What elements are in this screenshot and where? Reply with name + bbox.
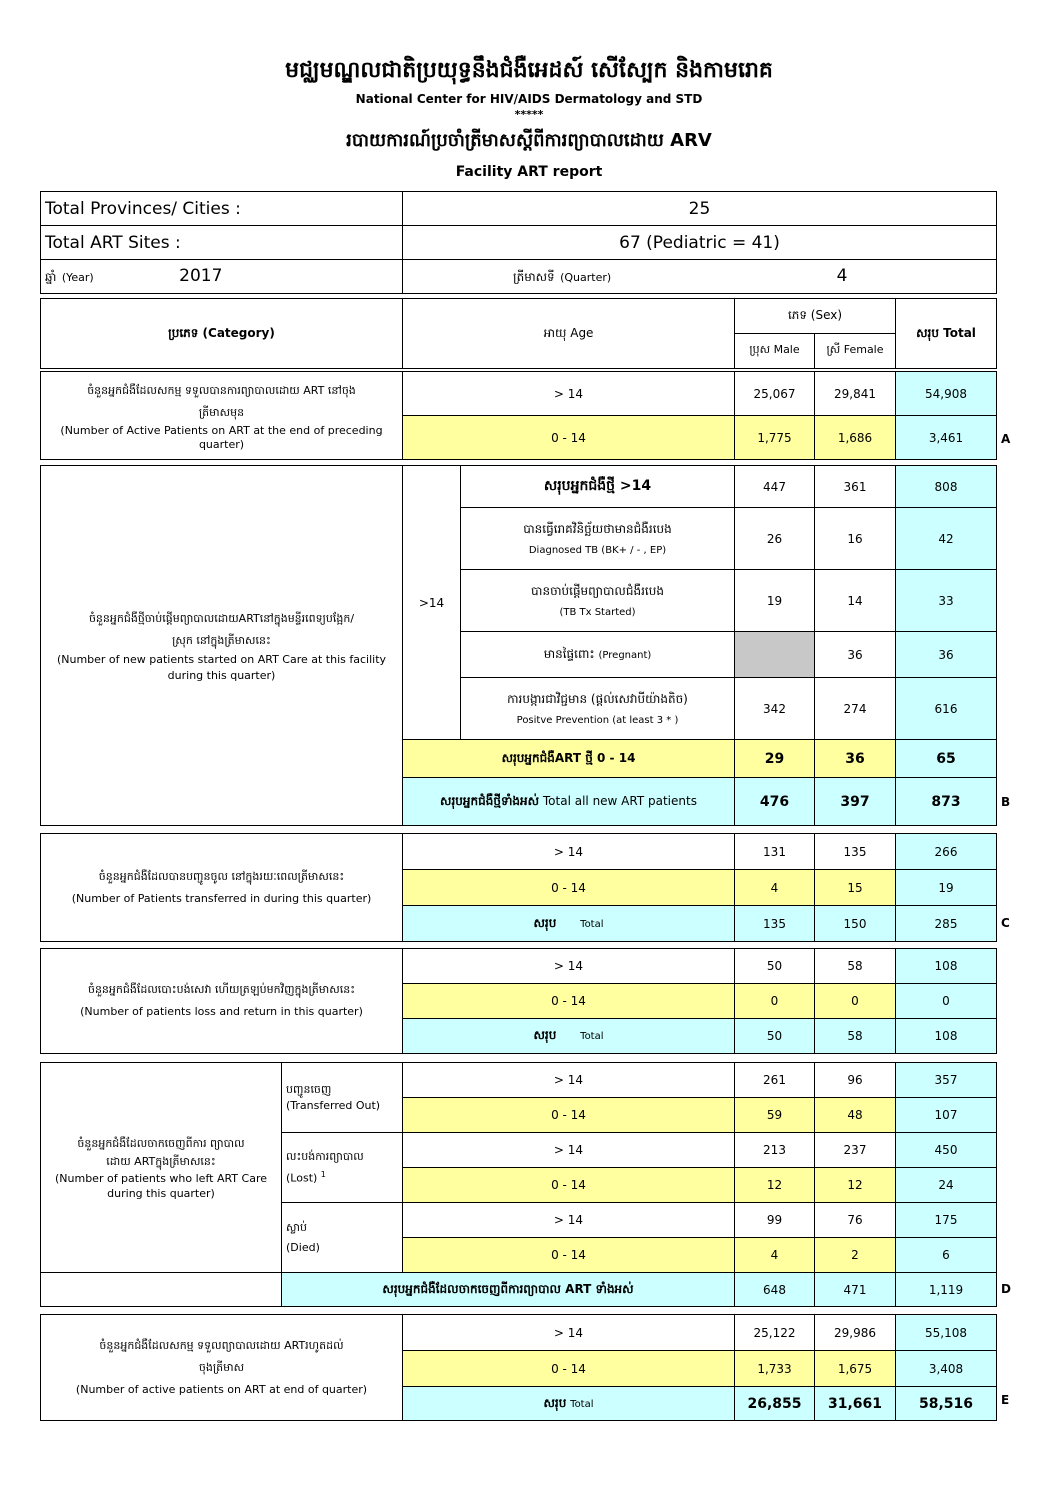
section-e-sum-label xyxy=(403,1387,735,1421)
section-lr-sum-kh: សរុប xyxy=(533,1028,557,1042)
section-b-row-4-male xyxy=(735,632,815,678)
section-b-row-3-male: 19 xyxy=(735,570,815,632)
section-b-row-2-label xyxy=(461,508,735,570)
provinces-value: 25 xyxy=(403,192,997,226)
section-b-letter: B xyxy=(1001,795,1011,809)
section-d-letter: D xyxy=(1001,1282,1011,1296)
section-e-female-1: 29,986 xyxy=(815,1315,896,1351)
section-d-g1-total-1: 357 xyxy=(896,1063,997,1098)
section-a-label-kh2: ត្រីមាសមុន xyxy=(198,405,245,419)
section-c-sum-kh: សរុប xyxy=(533,915,557,930)
section-b-row-4-sub: (Pregnant) xyxy=(598,649,652,661)
section-d-g3-age-1: > 14 xyxy=(403,1203,735,1238)
section-e-age-2: 0 - 14 xyxy=(403,1351,735,1387)
section-lr-table xyxy=(40,948,997,1054)
section-d-group-2-sup: 1 xyxy=(320,1170,326,1180)
section-c-total-2: 19 xyxy=(896,870,997,906)
section-lr-male-1: 50 xyxy=(735,949,815,984)
col-female: ស្រី Female xyxy=(815,334,896,369)
section-c-sum-female: 150 xyxy=(815,906,896,942)
section-a-total-2: 3,461 xyxy=(896,416,997,460)
quarter-label-en: (Quarter) xyxy=(560,271,612,284)
section-e-sum-total: 58,516 xyxy=(896,1387,997,1421)
report-title-en: Facility ART report xyxy=(455,164,603,180)
section-a-age-2: 0 - 14 xyxy=(403,416,735,460)
section-a-label-en: (Number of Active Patients on ART at the end of preceding quarter) xyxy=(60,423,383,451)
section-a-label xyxy=(41,372,403,460)
section-lr-total-1: 108 xyxy=(896,949,997,984)
section-d-table xyxy=(40,1062,997,1307)
section-c-male-2: 4 xyxy=(735,870,815,906)
col-category: ប្រភេទ (Category) xyxy=(41,299,403,369)
section-b-all-total: 873 xyxy=(896,778,997,826)
section-a-female-1: 29,841 xyxy=(815,372,896,416)
quarter-cell xyxy=(403,260,997,294)
quarter-label-kh: ត្រីមាសទី xyxy=(513,270,555,284)
section-b-label xyxy=(41,466,403,826)
section-b-all-label xyxy=(403,778,735,826)
section-b-row-1-total: 808 xyxy=(896,466,997,508)
section-d-g1-male-2: 59 xyxy=(735,1098,815,1133)
section-b-peds-male: 29 xyxy=(735,740,815,778)
year-label-en: (Year) xyxy=(61,271,94,284)
section-b-row-2-female: 16 xyxy=(815,508,896,570)
section-d-group-3-en: (Died) xyxy=(286,1241,320,1254)
section-e-sum-en: Total xyxy=(570,1398,594,1410)
section-e-sum-male: 26,855 xyxy=(735,1387,815,1421)
quarter-value: 4 xyxy=(836,266,848,286)
section-c-male-1: 131 xyxy=(735,834,815,870)
section-d-sum-male: 648 xyxy=(735,1273,815,1307)
section-lr-sum-female: 58 xyxy=(815,1019,896,1054)
info-table xyxy=(40,191,997,294)
section-d-group-3-kh: ស្លាប់ xyxy=(286,1221,307,1234)
section-d-g3-female-2: 2 xyxy=(815,1238,896,1273)
column-header-table xyxy=(40,298,997,369)
section-b-peds-label: សរុបអ្នកជំងឺART ថ្មី 0 - 14 xyxy=(403,740,735,778)
section-d-label xyxy=(41,1063,282,1273)
section-a-total-1: 54,908 xyxy=(896,372,997,416)
section-c-female-2: 15 xyxy=(815,870,896,906)
title-stars: ***** xyxy=(514,108,544,121)
section-b-row-1-male: 447 xyxy=(735,466,815,508)
section-b-row-3-sub: (TB Tx Started) xyxy=(559,607,636,618)
col-total: សរុប Total xyxy=(896,299,997,369)
center-title-en: National Center for HIV/AIDS Dermatology and STD xyxy=(355,92,703,106)
section-a-age-1: > 14 xyxy=(403,372,735,416)
section-d-g1-female-1: 96 xyxy=(815,1063,896,1098)
section-lr-sum-label xyxy=(403,1019,735,1054)
provinces-label: Total Provinces/ Cities : xyxy=(41,192,403,226)
section-c-label-en: (Number of Patients transferred in during this quarter) xyxy=(71,891,372,905)
section-d-g3-male-1: 99 xyxy=(735,1203,815,1238)
section-e-label-kh2: ចុងត្រីមាស xyxy=(198,1360,245,1374)
section-d-label-kh: ចំនួនអ្នកជំងឺដែលចាកចេញពីការ ព្យាបាល xyxy=(77,1136,245,1150)
section-d-label-en: (Number of patients who left ART Care during this quarter) xyxy=(54,1171,267,1200)
section-d-group-1-en: (Transferred Out) xyxy=(286,1099,381,1112)
section-d-g1-total-2: 107 xyxy=(896,1098,997,1133)
section-e-age-1: > 14 xyxy=(403,1315,735,1351)
section-b-row-5-female: 274 xyxy=(815,678,896,740)
section-lr-age-2: 0 - 14 xyxy=(403,984,735,1019)
section-b-row-3-label xyxy=(461,570,735,632)
section-c-label-kh: ចំនួនអ្នកជំងឺដែលបានបញ្ជូនចូល នៅក្នុងរយៈពេលត្រីមាសនេះ xyxy=(98,869,345,883)
section-c-sum-label xyxy=(403,906,735,942)
section-d-g3-female-1: 76 xyxy=(815,1203,896,1238)
section-b-label-en: (Number of new patients started on ART Care at this facility during this quarter) xyxy=(56,652,387,682)
section-d-label-kh2: ដោយ ARTក្នុងត្រីមាសនេះ xyxy=(106,1154,216,1168)
section-a-letter: A xyxy=(1001,432,1011,446)
section-d-g2-female-2: 12 xyxy=(815,1168,896,1203)
section-b-all-male: 476 xyxy=(735,778,815,826)
section-lr-sum-en: Total xyxy=(580,1031,604,1042)
section-lr-female-1: 58 xyxy=(815,949,896,984)
section-d-g2-male-2: 12 xyxy=(735,1168,815,1203)
section-c-total-1: 266 xyxy=(896,834,997,870)
section-b-all-kh: សរុបអ្នកជំងឺថ្មីទាំងអស់ xyxy=(440,793,540,808)
section-c-female-1: 135 xyxy=(815,834,896,870)
section-b-row-4-total: 36 xyxy=(896,632,997,678)
section-e-label-kh: ចំនួនអ្នកជំងឺដែលសកម្ម ទទួលព្យាបាលដោយ ARTរហូតដល់ xyxy=(99,1338,344,1352)
section-lr-male-2: 0 xyxy=(735,984,815,1019)
section-c-table xyxy=(40,833,997,942)
section-c-sum-male: 135 xyxy=(735,906,815,942)
section-b-table xyxy=(40,465,997,826)
section-d-sum-blank xyxy=(41,1273,282,1307)
section-b-row-3-total: 33 xyxy=(896,570,997,632)
section-b-row-4-label xyxy=(461,632,735,678)
section-b-label-kh2: ស្រុក នៅក្នុងត្រីមាសនេះ xyxy=(172,633,271,647)
section-b-row-5-total: 616 xyxy=(896,678,997,740)
section-e-table xyxy=(40,1314,997,1421)
col-male: ប្រុស Male xyxy=(735,334,815,369)
section-d-g1-female-2: 48 xyxy=(815,1098,896,1133)
col-age: អាយុ Age xyxy=(403,299,735,369)
section-lr-sum-male: 50 xyxy=(735,1019,815,1054)
section-d-g2-female-1: 237 xyxy=(815,1133,896,1168)
section-b-row-5-label xyxy=(461,678,735,740)
section-b-row-4-female: 36 xyxy=(815,632,896,678)
section-d-group-1-label xyxy=(282,1063,403,1133)
section-e-sum-kh: សរុប xyxy=(543,1395,567,1410)
section-b-row-1-female: 361 xyxy=(815,466,896,508)
section-lr-label xyxy=(41,949,403,1054)
section-b-row-5-male: 342 xyxy=(735,678,815,740)
year-label-kh: ឆ្នាំ xyxy=(45,270,57,284)
section-e-label xyxy=(41,1315,403,1421)
section-c-letter: C xyxy=(1001,916,1010,930)
section-d-g3-age-2: 0 - 14 xyxy=(403,1238,735,1273)
section-e-male-2: 1,733 xyxy=(735,1351,815,1387)
center-title-kh: មជ្ឈមណ្ឌលជាតិប្រយុទ្ធនឹងជំងឺអេដស៍ សើស្បែក និងកាមរោគ xyxy=(285,58,773,83)
section-e-total-2: 3,408 xyxy=(896,1351,997,1387)
section-b-all-female: 397 xyxy=(815,778,896,826)
section-b-row-2-total: 42 xyxy=(896,508,997,570)
section-d-g2-male-1: 213 xyxy=(735,1133,815,1168)
section-a-male-2: 1,775 xyxy=(735,416,815,460)
section-d-g2-age-1: > 14 xyxy=(403,1133,735,1168)
section-c-sum-en: Total xyxy=(580,918,604,930)
section-b-age: >14 xyxy=(403,466,461,740)
section-b-row-3-kh: បានចាប់ផ្តើមព្យាបាលជំងឺរបេង xyxy=(531,584,664,598)
section-lr-age-1: > 14 xyxy=(403,949,735,984)
sites-value: 67 (Pediatric = 41) xyxy=(403,226,997,260)
section-c-age-2: 0 - 14 xyxy=(403,870,735,906)
section-d-g1-age-1: > 14 xyxy=(403,1063,735,1098)
sites-label: Total ART Sites : xyxy=(41,226,403,260)
section-e-female-2: 1,675 xyxy=(815,1351,896,1387)
section-b-row-1-label: សរុបអ្នកជំងឺថ្មី >14 xyxy=(461,466,735,508)
report-title-kh: របាយការណ៍ប្រចាំត្រីមាសស្តីពីការព្យាបាលដោយ ARV xyxy=(346,130,712,151)
section-d-g3-male-2: 4 xyxy=(735,1238,815,1273)
section-lr-label-kh: ចំនួនអ្នកជំងឺដែលបោះបង់សេវា ហើយត្រឡប់មកវិញក្នុងត្រីមាសនេះ xyxy=(87,983,356,996)
section-b-row-2-kh: បានធ្វើរោគវិនិច្ឆ័យថាមានជំងឺរបេង xyxy=(523,522,672,536)
section-e-male-1: 25,122 xyxy=(735,1315,815,1351)
section-d-g2-total-1: 450 xyxy=(896,1133,997,1168)
section-d-group-2-kh: លះបង់ការព្យាបាល xyxy=(286,1150,364,1164)
section-d-sum-total: 1,119 xyxy=(896,1273,997,1307)
section-lr-sum-total: 108 xyxy=(896,1019,997,1054)
section-d-g1-male-1: 261 xyxy=(735,1063,815,1098)
section-d-g3-total-2: 6 xyxy=(896,1238,997,1273)
section-lr-total-2: 0 xyxy=(896,984,997,1019)
section-a-male-1: 25,067 xyxy=(735,372,815,416)
section-b-all-en: Total all new ART patients xyxy=(542,793,697,808)
section-b-row-5-sub: Positve Prevention (at least 3 * ) xyxy=(516,715,679,726)
section-d-g2-age-2: 0 - 14 xyxy=(403,1168,735,1203)
section-b-row-5-kh: ការបង្ការជាវិជ្ជមាន (ផ្តល់សេវាបីយ៉ាងតិច) xyxy=(507,692,688,706)
section-d-group-3-label xyxy=(282,1203,403,1273)
section-d-g2-total-2: 24 xyxy=(896,1168,997,1203)
section-d-group-1-kh: បញ្ជូនចេញ xyxy=(286,1083,332,1096)
section-b-peds-total: 65 xyxy=(896,740,997,778)
section-d-g1-age-2: 0 - 14 xyxy=(403,1098,735,1133)
section-c-age-1: > 14 xyxy=(403,834,735,870)
section-e-label-en: (Number of active patients on ART at end of quarter) xyxy=(75,1382,368,1396)
section-e-letter: E xyxy=(1001,1393,1010,1407)
section-b-peds-female: 36 xyxy=(815,740,896,778)
section-a-table xyxy=(40,371,997,460)
section-b-label-kh: ចំនួនអ្នកជំងឺថ្មីចាប់ផ្តើមព្យាបាលដោយARTនៅក្នុងមន្ទីរពេទ្យបង្អែក/ xyxy=(88,611,355,625)
section-d-g3-total-1: 175 xyxy=(896,1203,997,1238)
col-sex: ភេទ (Sex) xyxy=(735,299,896,334)
section-e-total-1: 55,108 xyxy=(896,1315,997,1351)
year-value: 2017 xyxy=(179,266,223,286)
year-cell xyxy=(41,260,403,294)
section-b-row-2-male: 26 xyxy=(735,508,815,570)
section-a-label-kh: ចំនួនអ្នកជំងឺដែលសកម្ម ទទួលបានការព្យាបាលដោយ ART នៅចុង xyxy=(87,383,356,397)
section-d-group-2-label xyxy=(282,1133,403,1203)
section-b-row-4-kh: មានផ្ទៃពោះ xyxy=(543,646,595,661)
section-e-sum-female: 31,661 xyxy=(815,1387,896,1421)
section-lr-female-2: 0 xyxy=(815,984,896,1019)
section-c-sum-total: 285 xyxy=(896,906,997,942)
section-lr-label-en: (Number of patients loss and return in this quarter) xyxy=(80,1005,363,1018)
section-d-sum-label: សរុបអ្នកជំងឺដែលចាកចេញពីការព្យាបាល ART ទាំងអស់ xyxy=(282,1273,735,1307)
section-a-female-2: 1,686 xyxy=(815,416,896,460)
section-d-group-2-en: (Lost) xyxy=(286,1171,318,1185)
section-d-sum-female: 471 xyxy=(815,1273,896,1307)
section-b-row-3-female: 14 xyxy=(815,570,896,632)
section-b-row-2-sub: Diagnosed TB (BK+ / - , EP) xyxy=(528,545,667,556)
section-c-label xyxy=(41,834,403,942)
